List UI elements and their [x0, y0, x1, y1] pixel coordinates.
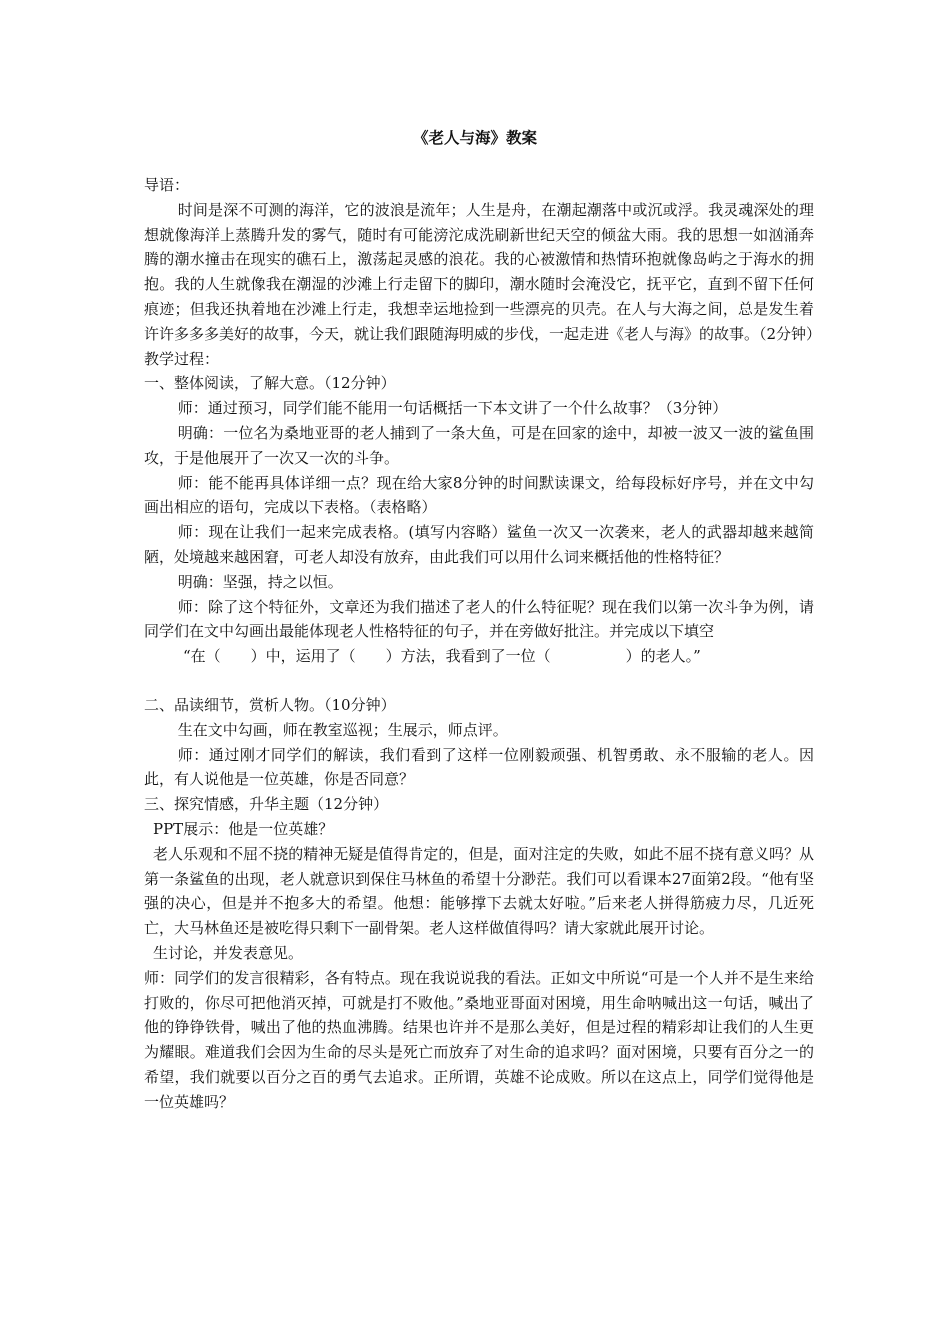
process-heading: 教学过程： — [144, 349, 220, 368]
ppt-prompt: PPT展示：他是一位英雄？ — [153, 819, 334, 838]
document-title: 《老人与海》教案 — [412, 128, 537, 147]
section-one-heading: 一、整体阅读，了解大意。（12分钟） — [144, 374, 396, 393]
section-two-heading: 二、品读细节，赏析人物。（10分钟） — [144, 695, 396, 714]
teacher-question-1: 师：通过预习，同学们能不能用一句话概括一下本文讲了一个什么故事？（3分钟） — [177, 399, 728, 418]
spacer — [144, 669, 814, 693]
teacher-question-5: 师：通过刚才同学们的解读，我们看到了这样一位刚毅顽强、机智勇敢、永不服输的老人。因此，有人说他是一位英雄，你是否同意？ — [144, 745, 814, 789]
activity-note: 生在文中勾画，师在教室巡视；生展示，师点评。 — [177, 720, 508, 739]
answer-1: 明确：一位名为桑地亚哥的老人捕到了一条大鱼，可是在回家的途中，却被一波又一波的鲨鱼围攻，于是他展开了一次又一次的斗争。 — [144, 423, 814, 467]
discussion-paragraph: 老人乐观和不屈不挠的精神无疑是值得肯定的，但是，面对注定的失败，如此不屈不挠有意义吗？从第一条鲨鱼的出现，老人就意识到保住马林鱼的希望十分渺茫。我们可以看课本27面第2段。“他有坚强的决心，但是并不抱多大的希望。他想：能够撑下去就太好啦。”后来老人拼得筋疲力尽，几近死亡，大马林鱼还是被吃得只剩下一副骨架。老人这样做值得吗？请大家就此展开讨论。 — [144, 844, 814, 938]
teacher-conclusion: 师：同学们的发言很精彩，各有特点。现在我说说我的看法。正如文中所说“可是一个人并不是生来给打败的，你尽可把他消灭掉，可就是打不败他。”桑地亚哥面对困境，用生命呐喊出这一句话，喊出了他的铮铮铁骨，喊出了他的热血沸腾。结果也许并不是那么美好，但是过程的精彩却让我们的人生更为耀眼。难道我们会因为生命的尽头是死亡而放弃了对生命的追求吗？面对困境，只要有百分之一的希望，我们就要以百分之百的勇气去追求。正所谓，英雄不论成败。所以在这点上，同学们觉得他是一位英雄吗？ — [144, 968, 814, 1111]
teacher-question-4: 师：除了这个特征外，文章还为我们描述了老人的什么特征呢？现在我们以第一次斗争为例，请同学们在文中勾画出最能体现老人性格特征的句子，并在旁做好批注。并完成以下填空 — [144, 597, 814, 641]
section-three-heading: 三、探究情感，升华主题（12分钟） — [144, 795, 389, 814]
answer-2: 明确：坚强，持之以恒。 — [177, 572, 343, 591]
intro-heading: 导语： — [144, 176, 190, 194]
intro-paragraph: 时间是深不可测的海洋，它的波浪是流年；人生是舟，在潮起潮落中或沉或浮。我灵魂深处的理想就像海洋上蒸腾升发的雾气，随时有可能滂沱成洗刷新世纪天空的倾盆大雨。我的思想一如汹涌奔腾的潮水撞击在现实的礁石上，激荡起灵感的浪花。我的心被激情和热情环抱就像岛屿之于海水的拥抱。我的人生就像我在潮湿的沙滩上行走留下的脚印，潮水随时会淹没它，抚平它，直到不留下任何痕迹；但我还执着地在沙滩上行走，我想幸运地捡到一些漂亮的贝壳。在人与大海之间，总是发生着许许多多多美好的故事，今天，就让我们跟随海明威的步伐，一起走进《老人与海》的故事。（2分钟） — [144, 200, 822, 343]
student-discussion: 生讨论，并发表意见。 — [153, 943, 304, 962]
document-body — [144, 173, 822, 1114]
teacher-question-2: 师：能不能再具体详细一点？现在给大家8分钟的时间默读课文，给每段标好序号，并在文中勾画出相应的语句，完成以下表格。（表格略） — [144, 473, 814, 517]
fill-in-blank: “在（ ）中，运用了（ ）方法，我看到了一位（ ）的老人。” — [183, 647, 701, 666]
teacher-question-3: 师：现在让我们一起来完成表格。(填写内容略）鲨鱼一次又一次袭来，老人的武器却越来越简陋，处境越来越困窘，可老人却没有放弃，由此我们可以用什么词来概括他的性格特征？ — [144, 523, 814, 566]
